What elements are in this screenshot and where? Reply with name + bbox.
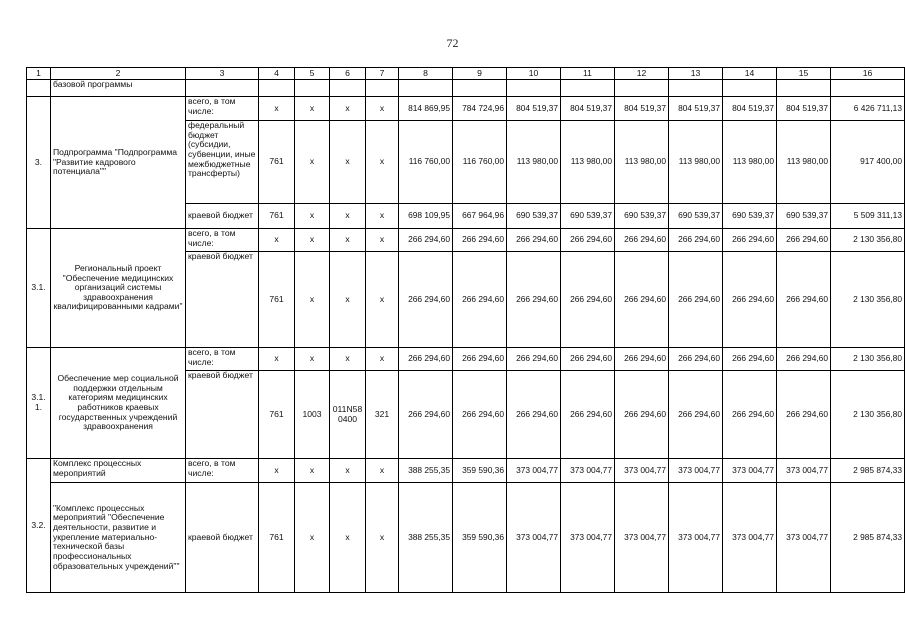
year-value: 266 294,60 (561, 229, 615, 252)
year-value: 373 004,77 (669, 483, 723, 593)
code-section: x (295, 229, 330, 252)
column-number: 9 (453, 68, 507, 80)
year-value: 266 294,60 (615, 229, 669, 252)
code-target: x (330, 121, 366, 204)
code-expense-type: x (366, 252, 399, 348)
year-value: 266 294,60 (615, 371, 669, 459)
total-value: 2 985 874,33 (831, 459, 905, 483)
year-value: 804 519,37 (561, 97, 615, 121)
funding-source: краевой бюджет (186, 483, 259, 593)
total-value: 2 130 356,80 (831, 371, 905, 459)
year-value: 373 004,77 (723, 459, 777, 483)
year-value: 373 004,77 (615, 483, 669, 593)
code-ministry: x (259, 229, 295, 252)
year-value: 116 760,00 (453, 121, 507, 204)
code-target: x (330, 97, 366, 121)
year-value: 113 980,00 (507, 121, 561, 204)
code-target: 011N580400 (330, 371, 366, 459)
year-value: 266 294,60 (615, 252, 669, 348)
year-value: 373 004,77 (723, 483, 777, 593)
item-number: 3. (27, 97, 51, 229)
table-cell (669, 80, 723, 97)
p32-row (27, 459, 905, 483)
code-section: x (295, 252, 330, 348)
table-cell (507, 80, 561, 97)
funding-source: всего, в том числе: (186, 97, 259, 121)
table-cell (777, 80, 831, 97)
code-target: x (330, 204, 366, 229)
column-number: 3 (186, 68, 259, 80)
table-cell (259, 80, 295, 97)
year-value: 113 980,00 (723, 121, 777, 204)
column-number: 4 (259, 68, 295, 80)
year-value: 266 294,60 (615, 348, 669, 371)
funding-source: всего, в том числе: (186, 229, 259, 252)
column-number: 6 (330, 68, 366, 80)
year-value: 373 004,77 (507, 459, 561, 483)
year-value: 113 980,00 (777, 121, 831, 204)
year-value: 373 004,77 (777, 459, 831, 483)
code-target: x (330, 348, 366, 371)
year-value: 266 294,60 (507, 371, 561, 459)
table-cell (453, 80, 507, 97)
code-section: x (295, 483, 330, 593)
table-cell (723, 80, 777, 97)
total-value: 6 426 711,13 (831, 97, 905, 121)
year-value: 373 004,77 (669, 459, 723, 483)
year-value: 784 724,96 (453, 97, 507, 121)
column-number: 2 (51, 68, 186, 80)
year-value: 266 294,60 (453, 348, 507, 371)
p311-row (27, 348, 905, 371)
code-ministry: 761 (259, 483, 295, 593)
code-section: x (295, 348, 330, 371)
code-section: x (295, 97, 330, 121)
year-value: 804 519,37 (723, 97, 777, 121)
code-ministry: 761 (259, 371, 295, 459)
year-value: 266 294,60 (507, 348, 561, 371)
code-target: x (330, 229, 366, 252)
year-value: 266 294,60 (453, 252, 507, 348)
year-value: 388 255,35 (399, 483, 453, 593)
year-value: 266 294,60 (777, 229, 831, 252)
year-value: 266 294,60 (399, 229, 453, 252)
year-value: 266 294,60 (453, 371, 507, 459)
table-cell (330, 80, 366, 97)
year-value: 266 294,60 (723, 348, 777, 371)
year-value: 266 294,60 (453, 229, 507, 252)
year-value: 266 294,60 (399, 371, 453, 459)
table-body (27, 68, 905, 593)
item-name: Региональный проект "Обеспечение медицинских организаций системы здравоохранения квалифицированными кадрами" (51, 229, 186, 348)
year-value: 359 590,36 (453, 459, 507, 483)
code-expense-type: x (366, 204, 399, 229)
year-value: 373 004,77 (615, 459, 669, 483)
year-value: 804 519,37 (669, 97, 723, 121)
code-ministry: 761 (259, 252, 295, 348)
column-number: 12 (615, 68, 669, 80)
year-value: 373 004,77 (561, 483, 615, 593)
column-number: 8 (399, 68, 453, 80)
column-number: 14 (723, 68, 777, 80)
year-value: 698 109,95 (399, 204, 453, 229)
code-target: x (330, 483, 366, 593)
code-expense-type: x (366, 348, 399, 371)
year-value: 690 539,37 (777, 204, 831, 229)
p3-row (27, 97, 905, 121)
item-name: "Комплекс процессных мероприятий "Обеспечение деятельности, развитие и укрепление материально-технической базы профессиональных образовательных учреждений"" (51, 483, 186, 593)
column-number: 16 (831, 68, 905, 80)
column-number: 5 (295, 68, 330, 80)
column-number: 7 (366, 68, 399, 80)
continuation-row (27, 80, 905, 97)
year-value: 266 294,60 (669, 348, 723, 371)
year-value: 266 294,60 (561, 252, 615, 348)
code-section: x (295, 121, 330, 204)
year-value: 814 869,95 (399, 97, 453, 121)
item-name: Подпрограмма "Подпрограмма "Развитие кадрового потенциала"" (51, 97, 186, 229)
year-value: 266 294,60 (723, 371, 777, 459)
year-value: 266 294,60 (723, 229, 777, 252)
budget-table (26, 67, 905, 593)
year-value: 266 294,60 (399, 252, 453, 348)
column-number: 10 (507, 68, 561, 80)
table-cell (186, 80, 259, 97)
code-section: x (295, 459, 330, 483)
total-value: 2 130 356,80 (831, 348, 905, 371)
code-expense-type: x (366, 97, 399, 121)
code-section: x (295, 204, 330, 229)
year-value: 113 980,00 (561, 121, 615, 204)
year-value: 266 294,60 (561, 348, 615, 371)
year-value: 690 539,37 (615, 204, 669, 229)
year-value: 266 294,60 (777, 252, 831, 348)
item-name: Обеспечение мер социальной поддержки отдельным категориям медицинских работников краевых государственных учреждений здравоохранения (51, 348, 186, 459)
code-ministry: x (259, 348, 295, 371)
funding-source: федеральный бюджет (субсидии, субвенции, иные межбюджетные трансферты) (186, 121, 259, 204)
program-name-continuation: базовой программы (51, 80, 186, 97)
year-value: 266 294,60 (777, 371, 831, 459)
column-number-row (27, 68, 905, 80)
table-cell (295, 80, 330, 97)
year-value: 266 294,60 (669, 371, 723, 459)
total-value: 2 130 356,80 (831, 229, 905, 252)
column-number: 11 (561, 68, 615, 80)
year-value: 266 294,60 (669, 229, 723, 252)
funding-source: всего, в том числе: (186, 348, 259, 371)
year-value: 667 964,96 (453, 204, 507, 229)
table-cell (27, 80, 51, 97)
year-value: 373 004,77 (561, 459, 615, 483)
table-cell (399, 80, 453, 97)
year-value: 266 294,60 (399, 348, 453, 371)
year-value: 113 980,00 (615, 121, 669, 204)
funding-source: краевой бюджет (186, 252, 259, 348)
item-number: 3.2. (27, 459, 51, 593)
total-value: 2 985 874,33 (831, 483, 905, 593)
item-number: 3.1. (27, 229, 51, 348)
year-value: 690 539,37 (507, 204, 561, 229)
year-value: 804 519,37 (615, 97, 669, 121)
code-target: x (330, 459, 366, 483)
year-value: 266 294,60 (561, 371, 615, 459)
item-number: 3.1.1. (27, 348, 51, 459)
year-value: 690 539,37 (723, 204, 777, 229)
total-value: 917 400,00 (831, 121, 905, 204)
year-value: 266 294,60 (669, 252, 723, 348)
code-expense-type: x (366, 459, 399, 483)
code-section: 1003 (295, 371, 330, 459)
total-value: 5 509 311,13 (831, 204, 905, 229)
year-value: 373 004,77 (777, 483, 831, 593)
funding-source: всего, в том числе: (186, 459, 259, 483)
code-ministry: x (259, 97, 295, 121)
funding-source: краевой бюджет (186, 204, 259, 229)
code-ministry: x (259, 459, 295, 483)
year-value: 266 294,60 (507, 252, 561, 348)
column-number: 15 (777, 68, 831, 80)
code-expense-type: x (366, 483, 399, 593)
code-expense-type: x (366, 229, 399, 252)
year-value: 266 294,60 (723, 252, 777, 348)
year-value: 266 294,60 (777, 348, 831, 371)
code-ministry: 761 (259, 121, 295, 204)
year-value: 113 980,00 (669, 121, 723, 204)
total-value: 2 130 356,80 (831, 252, 905, 348)
year-value: 804 519,37 (507, 97, 561, 121)
p32-row (27, 483, 905, 593)
code-ministry: 761 (259, 204, 295, 229)
code-expense-type: 321 (366, 371, 399, 459)
column-number: 13 (669, 68, 723, 80)
table-cell (831, 80, 905, 97)
p31-row (27, 229, 905, 252)
code-target: x (330, 252, 366, 348)
code-expense-type: x (366, 121, 399, 204)
table-cell (561, 80, 615, 97)
year-value: 690 539,37 (669, 204, 723, 229)
table-cell (366, 80, 399, 97)
funding-source: краевой бюджет (186, 371, 259, 459)
year-value: 388 255,35 (399, 459, 453, 483)
page-number: 72 (446, 36, 459, 50)
year-value: 359 590,36 (453, 483, 507, 593)
column-number: 1 (27, 68, 51, 80)
table-cell (615, 80, 669, 97)
year-value: 266 294,60 (507, 229, 561, 252)
year-value: 116 760,00 (399, 121, 453, 204)
year-value: 804 519,37 (777, 97, 831, 121)
year-value: 690 539,37 (561, 204, 615, 229)
year-value: 373 004,77 (507, 483, 561, 593)
item-name: Комплекс процессных мероприятий (51, 459, 186, 483)
